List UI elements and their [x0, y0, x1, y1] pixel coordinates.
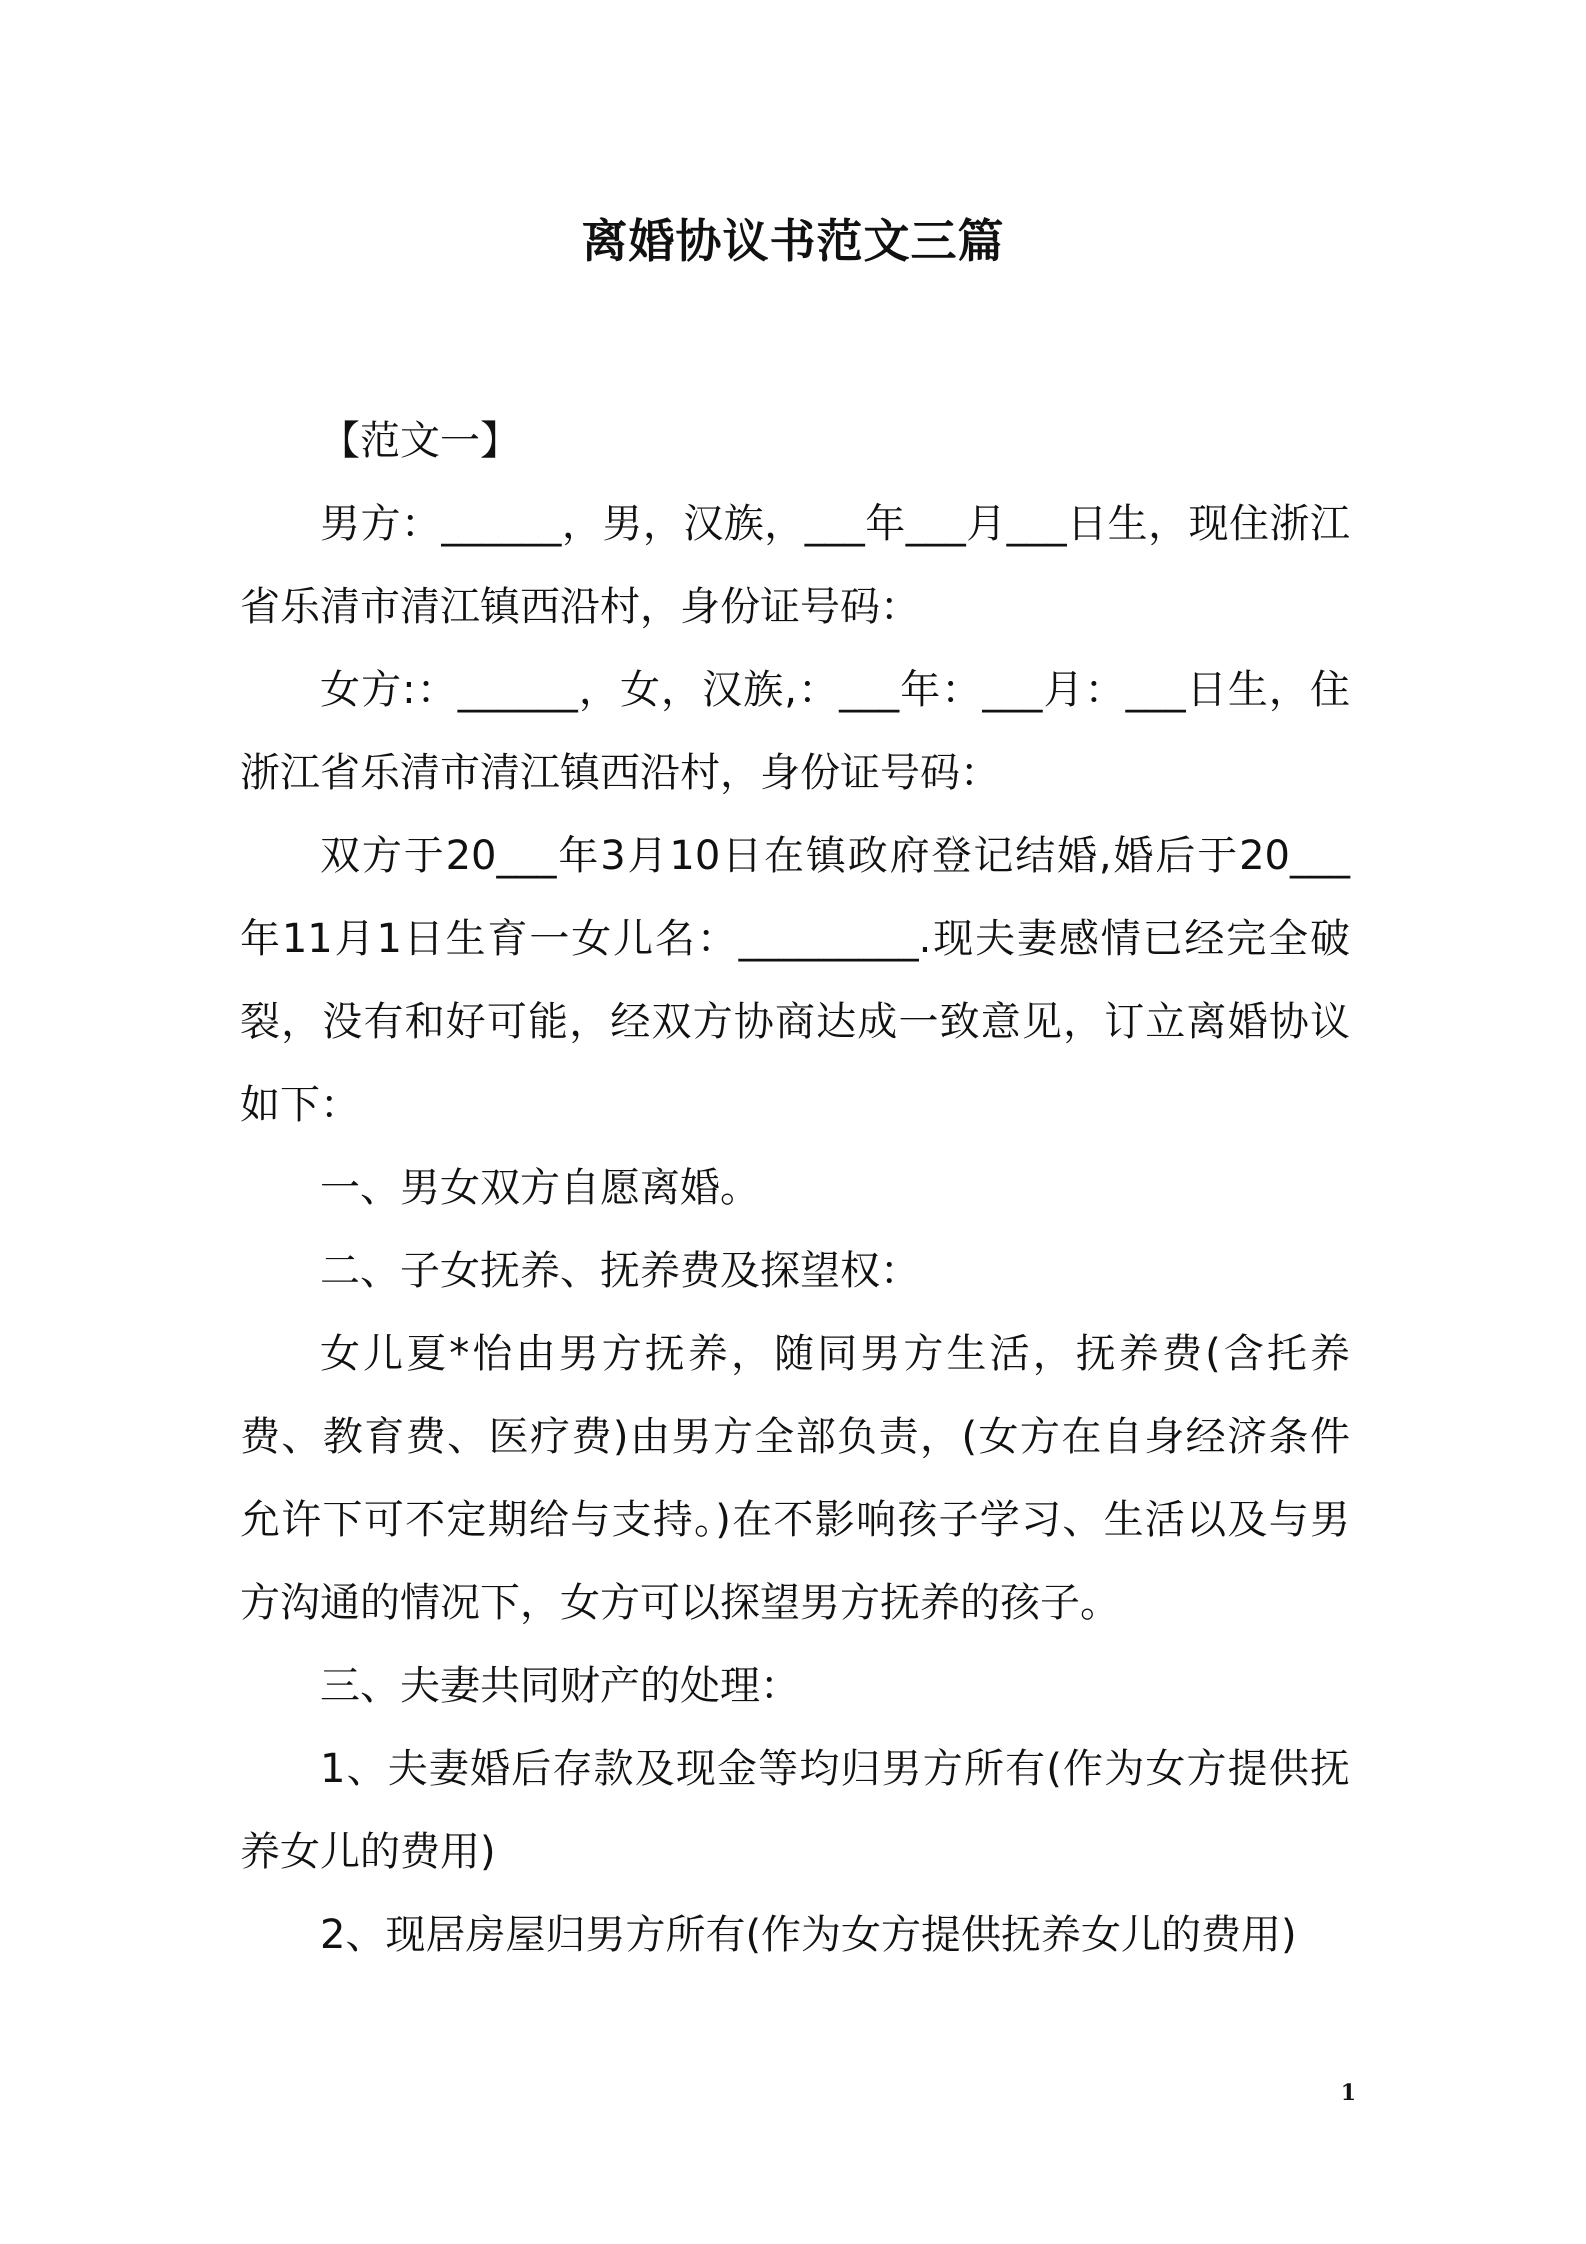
document-title: 离婚协议书范文三篇	[581, 214, 1005, 268]
paragraph-husband-info: 男方：______，男，汉族，___年___月___日生，现住浙江省乐清市清江镇西沿村，身份证号码：	[240, 501, 1350, 630]
paragraph-clause-1: 一、男女双方自愿离婚。	[320, 1165, 760, 1211]
document-body	[240, 400, 1350, 1977]
paragraph-child-custody: 女儿夏*怡由男方抚养，随同男方生活，抚养费(含托养费、教育费、医疗费)由男方全部负责，(女方在自身经济条件允许下可不定期给与支持。)在不影响孩子学习、生活以及与男方沟通的情况下，女方可以探望男方抚养的孩子。	[240, 1331, 1350, 1626]
paragraph-marriage-background: 双方于20___年3月10日在镇政府登记结婚,婚后于20___年11月1日生育一女儿名：_________.现夫妻感情已经完全破裂，没有和好可能，经双方协商达成一致意见，订立离婚协议如下：	[240, 833, 1350, 1128]
paragraph-property-2: 2、现居房屋归男方所有(作为女方提供抚养女儿的费用)	[320, 1912, 1297, 1958]
paragraph-clause-3-heading: 三、夫妻共同财产的处理：	[320, 1663, 800, 1709]
paragraph-clause-2-heading: 二、子女抚养、抚养费及探望权：	[320, 1248, 920, 1294]
paragraph-wife-info: 女方:：______，女，汉族,：___年：___月：___日生，住浙江省乐清市清江镇西沿村，身份证号码：	[240, 667, 1350, 796]
section-heading: 【范文一】	[320, 418, 520, 464]
paragraph-property-1: 1、夫妻婚后存款及现金等均归男方所有(作为女方提供抚养女儿的费用)	[240, 1746, 1350, 1875]
page-number: 1	[1340, 2080, 1356, 2106]
